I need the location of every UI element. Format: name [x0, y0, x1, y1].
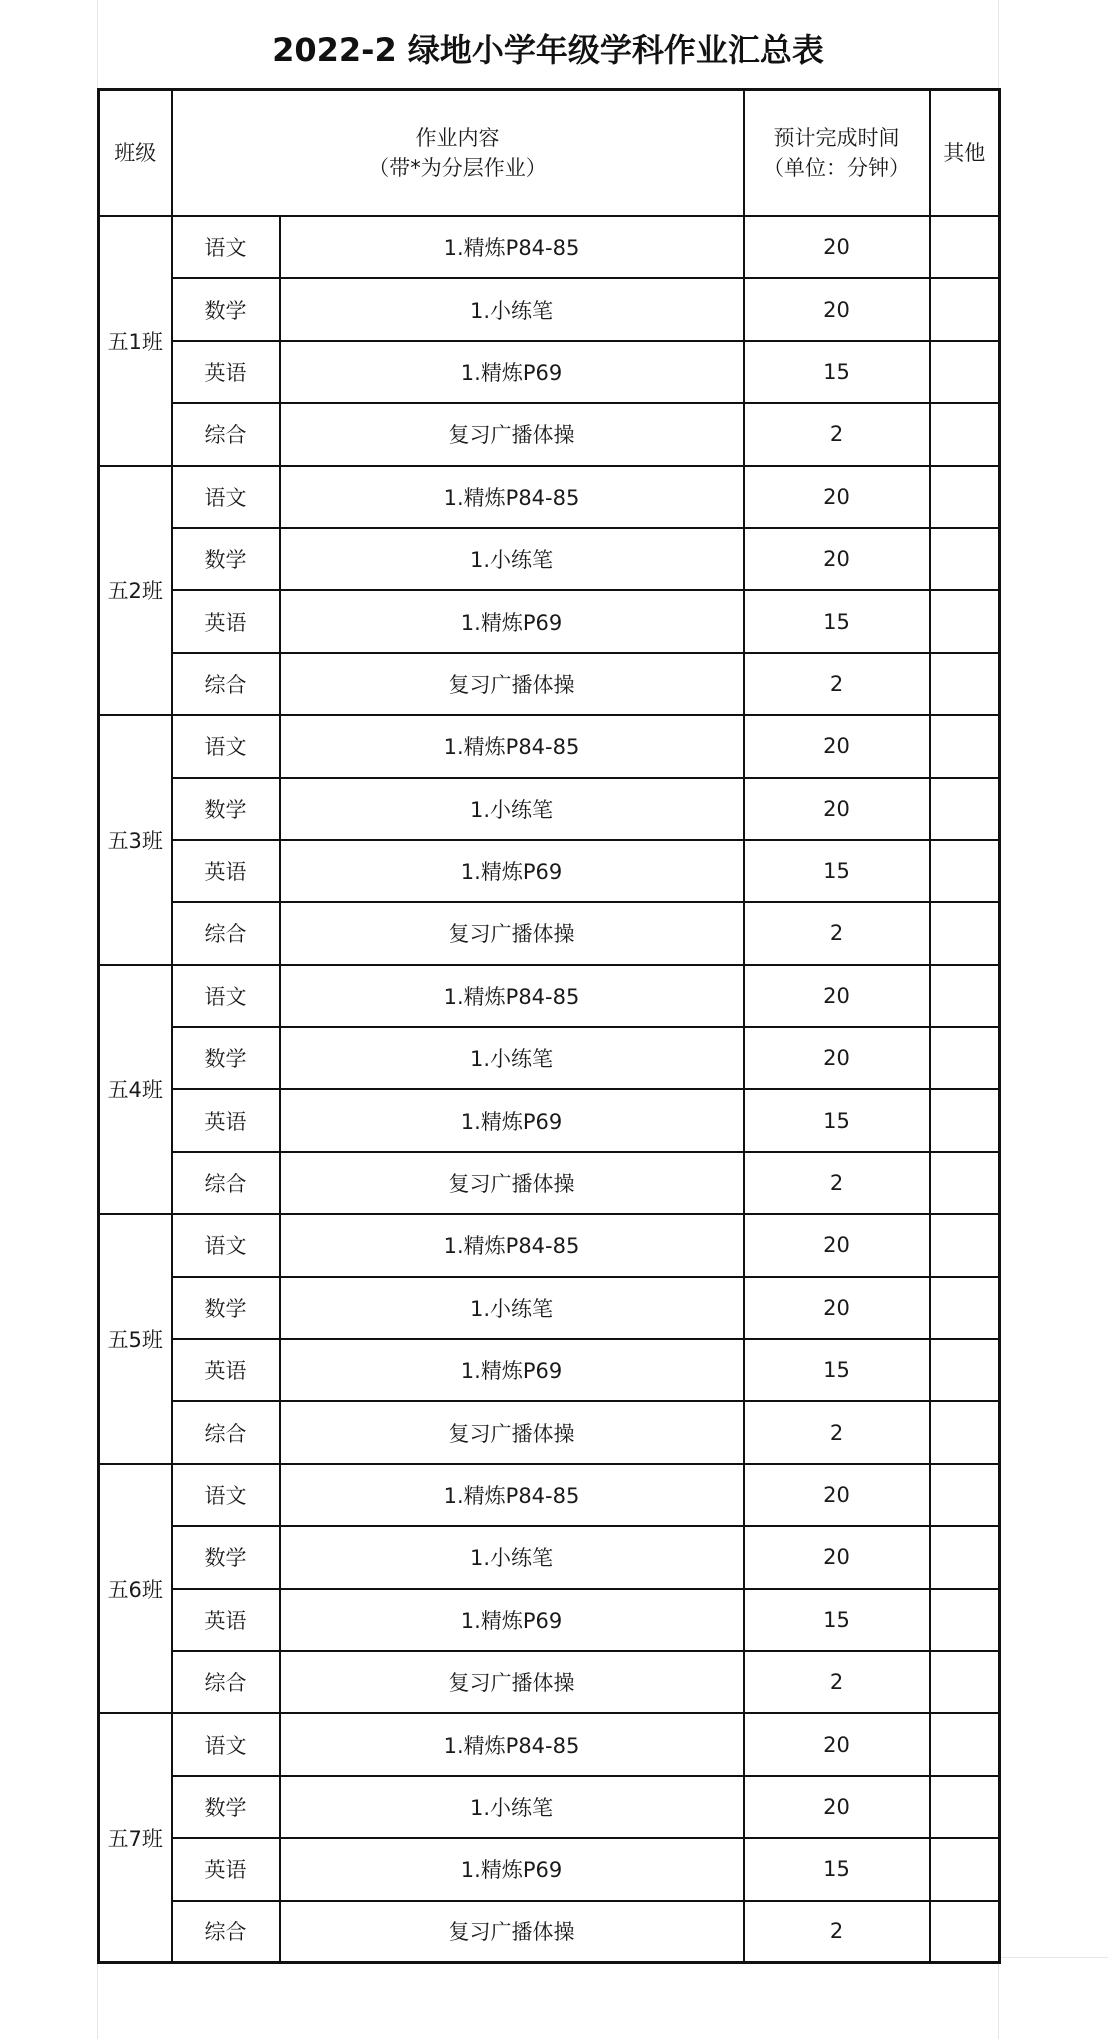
content-cell: 1.小练笔 [280, 1526, 744, 1588]
minutes-cell: 2 [744, 1152, 930, 1214]
subject-cell: 综合 [172, 653, 280, 715]
header-content [172, 90, 744, 217]
other-cell [930, 1152, 1000, 1214]
class-name-cell: 五1班 [99, 216, 172, 466]
minutes-cell: 20 [744, 778, 930, 840]
other-cell [930, 341, 1000, 403]
subject-cell: 英语 [172, 341, 280, 403]
other-cell [930, 715, 1000, 777]
other-cell [930, 1401, 1000, 1463]
class-name-cell: 五6班 [99, 1464, 172, 1714]
subject-cell: 数学 [172, 1027, 280, 1089]
minutes-cell: 20 [744, 1776, 930, 1838]
subject-cell: 综合 [172, 1401, 280, 1463]
table-row [99, 1589, 1000, 1651]
minutes-cell: 20 [744, 278, 930, 340]
header-time-title: 预计完成时间 [773, 126, 900, 150]
sheet-gridline [998, 1957, 1108, 1958]
minutes-cell: 20 [744, 1027, 930, 1089]
subject-cell: 数学 [172, 1776, 280, 1838]
other-cell [930, 840, 1000, 902]
table-body [99, 216, 1000, 1963]
table-row [99, 965, 1000, 1027]
content-cell: 1.精炼P69 [280, 590, 744, 652]
minutes-cell: 15 [744, 1838, 930, 1900]
content-cell: 1.精炼P69 [280, 1339, 744, 1401]
table-row [99, 1713, 1000, 1775]
other-cell [930, 1464, 1000, 1526]
other-cell [930, 278, 1000, 340]
other-cell [930, 1526, 1000, 1588]
minutes-cell: 2 [744, 1901, 930, 1963]
content-cell: 1.小练笔 [280, 1277, 744, 1339]
class-name-cell: 五7班 [99, 1713, 172, 1963]
class-name-cell: 五2班 [99, 466, 172, 716]
subject-cell: 英语 [172, 1589, 280, 1651]
table-row [99, 278, 1000, 340]
table-row [99, 403, 1000, 465]
minutes-cell: 20 [744, 1464, 930, 1526]
content-cell: 1.小练笔 [280, 278, 744, 340]
table-row [99, 715, 1000, 777]
table-row [99, 1401, 1000, 1463]
table-row [99, 1651, 1000, 1713]
header-content-title: 作业内容 [415, 126, 500, 150]
subject-cell: 语文 [172, 965, 280, 1027]
other-cell [930, 1339, 1000, 1401]
table-row [99, 1089, 1000, 1151]
other-cell [930, 403, 1000, 465]
subject-cell: 英语 [172, 1089, 280, 1151]
minutes-cell: 15 [744, 1089, 930, 1151]
table-row [99, 466, 1000, 528]
subject-cell: 综合 [172, 1901, 280, 1963]
header-class: 班级 [99, 90, 172, 217]
minutes-cell: 20 [744, 216, 930, 278]
content-cell: 复习广播体操 [280, 403, 744, 465]
minutes-cell: 2 [744, 653, 930, 715]
other-cell [930, 902, 1000, 964]
content-cell: 复习广播体操 [280, 653, 744, 715]
subject-cell: 语文 [172, 216, 280, 278]
minutes-cell: 15 [744, 590, 930, 652]
other-cell [930, 1838, 1000, 1900]
table-row [99, 1152, 1000, 1214]
subject-cell: 数学 [172, 1277, 280, 1339]
content-cell: 复习广播体操 [280, 1651, 744, 1713]
subject-cell: 英语 [172, 1339, 280, 1401]
content-cell: 1.精炼P84-85 [280, 1214, 744, 1276]
class-name-cell: 五3班 [99, 715, 172, 965]
content-cell: 复习广播体操 [280, 1152, 744, 1214]
table-row [99, 528, 1000, 590]
content-cell: 1.精炼P69 [280, 1838, 744, 1900]
subject-cell: 英语 [172, 1838, 280, 1900]
other-cell [930, 1589, 1000, 1651]
minutes-cell: 20 [744, 1277, 930, 1339]
subject-cell: 综合 [172, 1651, 280, 1713]
other-cell [930, 778, 1000, 840]
subject-cell: 综合 [172, 902, 280, 964]
table-row [99, 1339, 1000, 1401]
other-cell [930, 653, 1000, 715]
class-name-cell: 五5班 [99, 1214, 172, 1464]
other-cell [930, 965, 1000, 1027]
minutes-cell: 2 [744, 1651, 930, 1713]
content-cell: 1.精炼P84-85 [280, 965, 744, 1027]
content-cell: 1.精炼P84-85 [280, 216, 744, 278]
minutes-cell: 15 [744, 1589, 930, 1651]
content-cell: 1.精炼P69 [280, 1089, 744, 1151]
minutes-cell: 20 [744, 1713, 930, 1775]
other-cell [930, 1901, 1000, 1963]
minutes-cell: 20 [744, 715, 930, 777]
content-cell: 1.精炼P84-85 [280, 466, 744, 528]
content-cell: 1.小练笔 [280, 1027, 744, 1089]
minutes-cell: 15 [744, 1339, 930, 1401]
minutes-cell: 20 [744, 965, 930, 1027]
subject-cell: 语文 [172, 466, 280, 528]
content-cell: 1.精炼P84-85 [280, 1464, 744, 1526]
table-row [99, 1901, 1000, 1963]
other-cell [930, 1776, 1000, 1838]
other-cell [930, 1277, 1000, 1339]
minutes-cell: 2 [744, 1401, 930, 1463]
content-cell: 1.精炼P84-85 [280, 715, 744, 777]
content-cell: 复习广播体操 [280, 902, 744, 964]
table-row [99, 1027, 1000, 1089]
minutes-cell: 15 [744, 341, 930, 403]
other-cell [930, 216, 1000, 278]
content-cell: 1.精炼P69 [280, 840, 744, 902]
table-row [99, 1526, 1000, 1588]
other-cell [930, 1089, 1000, 1151]
other-cell [930, 1713, 1000, 1775]
content-cell: 1.精炼P84-85 [280, 1713, 744, 1775]
content-cell: 1.小练笔 [280, 1776, 744, 1838]
table-row [99, 1776, 1000, 1838]
subject-cell: 综合 [172, 1152, 280, 1214]
header-time [744, 90, 930, 217]
minutes-cell: 20 [744, 1526, 930, 1588]
table-row [99, 590, 1000, 652]
minutes-cell: 20 [744, 1214, 930, 1276]
table-row [99, 1464, 1000, 1526]
content-cell: 1.小练笔 [280, 778, 744, 840]
class-name-cell: 五4班 [99, 965, 172, 1215]
subject-cell: 语文 [172, 1214, 280, 1276]
content-cell: 复习广播体操 [280, 1901, 744, 1963]
header-content-note: （带*为分层作业） [368, 156, 547, 180]
content-cell: 1.精炼P69 [280, 1589, 744, 1651]
header-row [99, 90, 1000, 217]
subject-cell: 数学 [172, 278, 280, 340]
content-cell: 1.精炼P69 [280, 341, 744, 403]
minutes-cell: 2 [744, 902, 930, 964]
header-time-unit: （单位：分钟） [763, 156, 910, 180]
subject-cell: 数学 [172, 1526, 280, 1588]
minutes-cell: 2 [744, 403, 930, 465]
subject-cell: 英语 [172, 590, 280, 652]
table-row [99, 1214, 1000, 1276]
subject-cell: 语文 [172, 1464, 280, 1526]
subject-cell: 语文 [172, 1713, 280, 1775]
content-cell: 1.小练笔 [280, 528, 744, 590]
table-row [99, 653, 1000, 715]
other-cell [930, 528, 1000, 590]
homework-summary-table [97, 88, 1001, 1964]
table-row [99, 341, 1000, 403]
minutes-cell: 20 [744, 528, 930, 590]
other-cell [930, 590, 1000, 652]
subject-cell: 数学 [172, 528, 280, 590]
table-row [99, 840, 1000, 902]
table-row [99, 216, 1000, 278]
minutes-cell: 15 [744, 840, 930, 902]
header-other: 其他 [930, 90, 1000, 217]
page-title: 2022-2 绿地小学年级学科作业汇总表 [272, 31, 824, 69]
table-row [99, 1277, 1000, 1339]
subject-cell: 语文 [172, 715, 280, 777]
other-cell [930, 466, 1000, 528]
table-row [99, 1838, 1000, 1900]
other-cell [930, 1651, 1000, 1713]
minutes-cell: 20 [744, 466, 930, 528]
table-row [99, 902, 1000, 964]
subject-cell: 数学 [172, 778, 280, 840]
subject-cell: 英语 [172, 840, 280, 902]
other-cell [930, 1214, 1000, 1276]
other-cell [930, 1027, 1000, 1089]
content-cell: 复习广播体操 [280, 1401, 744, 1463]
table-row [99, 778, 1000, 840]
subject-cell: 综合 [172, 403, 280, 465]
